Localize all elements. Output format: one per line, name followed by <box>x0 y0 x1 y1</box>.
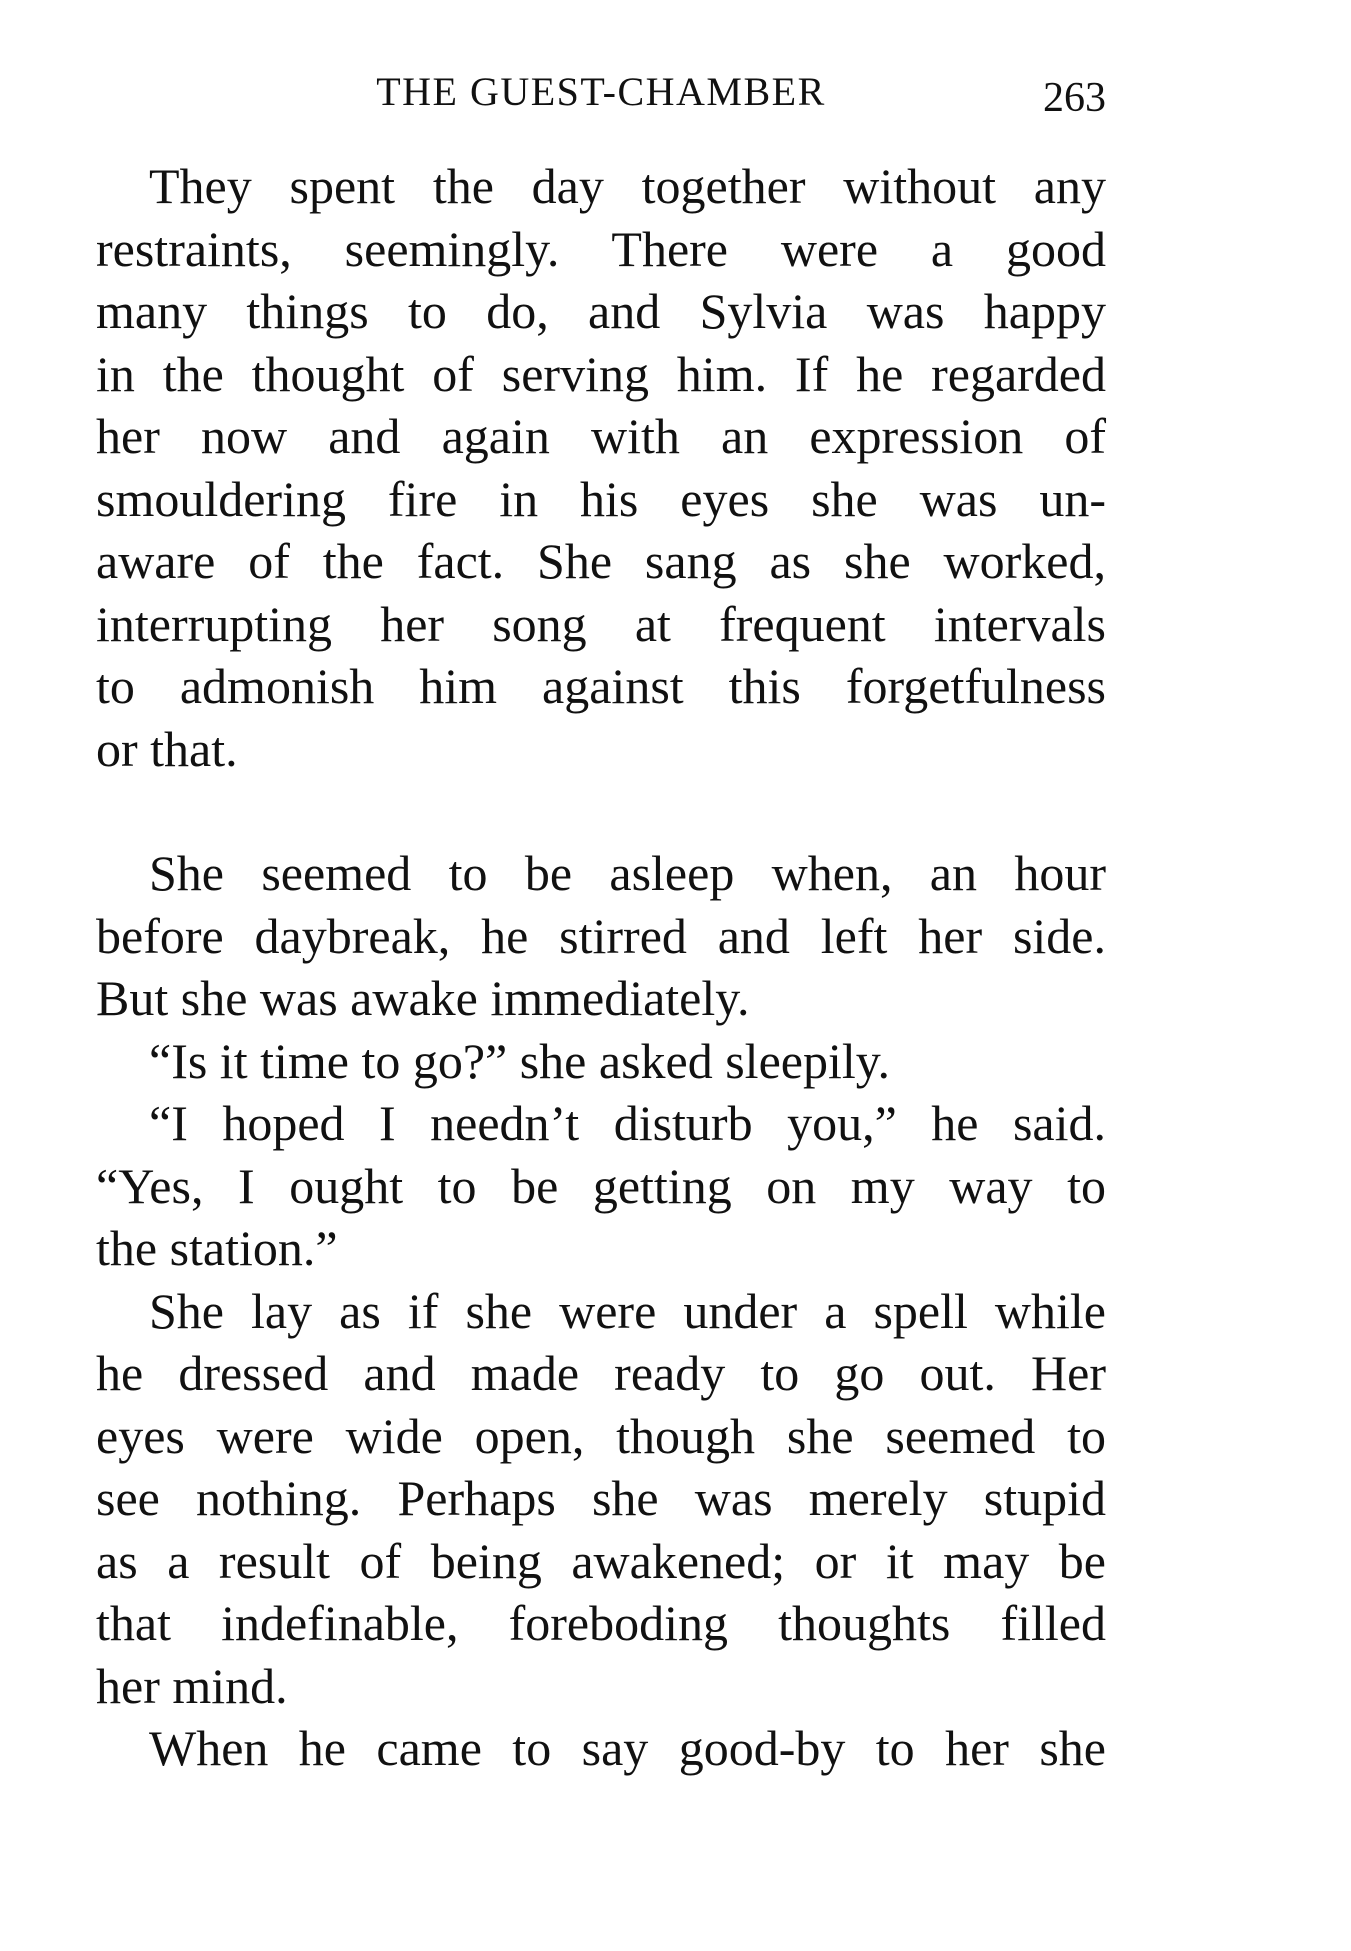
text-line: before daybreak, he stirred and left her side. <box>96 907 1106 964</box>
running-head <box>96 62 1106 122</box>
text-line: to admonish him against this forgetfulness <box>96 658 1106 714</box>
text-line: her now and again with an expression of <box>96 408 1106 464</box>
text-line: her mind. <box>96 1657 288 1714</box>
text-line: see nothing. Perhaps she was merely stupid <box>96 1470 1106 1526</box>
text-block-section-1 <box>96 155 1106 780</box>
text-line: many things to do, and Sylvia was happy <box>96 283 1106 339</box>
text-line: that indefinable, foreboding thoughts filled <box>96 1595 1106 1651</box>
text-line: restraints, seemingly. There were a good <box>96 220 1106 277</box>
text-block-section-2 <box>96 842 1106 1780</box>
text-line: She lay as if she were under a spell while <box>149 1282 1106 1339</box>
text-line: She seemed to be asleep when, an hour <box>149 845 1106 901</box>
text-line: in the thought of serving him. If he regarded <box>96 345 1106 402</box>
text-line: smouldering fire in his eyes she was un- <box>96 470 1106 527</box>
text-line: “Is it time to go?” she asked sleepily. <box>149 1032 890 1089</box>
text-line: he dressed and made ready to go out. Her <box>96 1345 1106 1401</box>
text-line: the station.” <box>96 1220 338 1276</box>
text-line: “I hoped I needn’t disturb you,” he said. <box>149 1095 1106 1151</box>
text-line: eyes were wide open, though she seemed to <box>96 1407 1106 1464</box>
text-line: But she was awake immediately. <box>96 970 750 1026</box>
text-line: When he came to say good-by to her she <box>149 1720 1106 1776</box>
text-line: They spent the day together without any <box>149 158 1106 214</box>
text-line: interrupting her song at frequent intervals <box>96 595 1106 652</box>
page-number: 263 <box>1043 75 1106 121</box>
running-title: THE GUEST-CHAMBER <box>376 69 826 114</box>
text-line: or that. <box>96 720 238 777</box>
text-line: as a result of being awakened; or it may be <box>96 1532 1106 1589</box>
text-line: “Yes, I ought to be getting on my way to <box>96 1157 1106 1214</box>
text-line: aware of the fact. She sang as she worked, <box>96 533 1106 589</box>
